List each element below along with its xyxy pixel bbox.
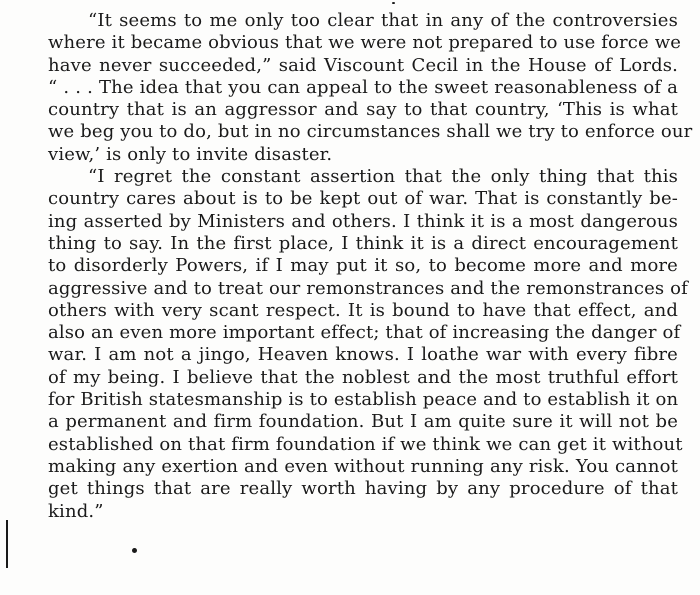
- text-line: kind.”: [48, 500, 104, 522]
- paragraph-cecil-intro: [48, 10, 693, 166]
- text-line: established on that firm foundation if we think we can get it without: [48, 433, 683, 455]
- text-line: country cares about is to be kept out of war. That is constantly be-: [48, 188, 678, 210]
- text-line: a permanent and firm foundation. But I am quite sure it will not be: [48, 411, 678, 433]
- margin-scan-mark: [6, 520, 8, 568]
- text-line: “I regret the constant assertion that the only thing that this: [88, 166, 678, 188]
- text-line: country that is an aggressor and say to that country, ‘This is what: [48, 99, 678, 121]
- text-line: where it became obvious that we were not prepared to use force we: [48, 32, 682, 54]
- text-line: also an even more important effect; that of increasing the danger of: [48, 322, 681, 344]
- ink-speck: [132, 548, 137, 553]
- text-line: for British statesmanship is to establish peace and to establish it on: [48, 389, 679, 411]
- text-line: ing asserted by Ministers and others. I think it is a most dangerous: [48, 210, 678, 232]
- text-line: thing to say. In the first place, I think it is a direct encouragement: [48, 232, 678, 254]
- paragraph-regret-assertion: [48, 166, 688, 523]
- text-line: making any exertion and even without running any risk. You cannot: [48, 455, 678, 477]
- text-line: “It seems to me only too clear that in any of the controversies: [88, 10, 678, 31]
- text-line: have never succeeded,” said Viscount Cecil in the House of Lords.: [48, 54, 678, 76]
- text-line: aggressive and to treat our remonstrances and the remonstrances of: [48, 277, 688, 299]
- text-line: view,’ is only to invite disaster.: [48, 143, 333, 165]
- text-line: to disorderly Powers, if I may put it so, to become more and more: [48, 255, 678, 277]
- quotation-text: [48, 10, 693, 523]
- text-line: war. I am not a jingo, Heaven knows. I loathe war with every fibre: [48, 344, 678, 366]
- text-line: get things that are really worth having by any procedure of that: [48, 478, 678, 500]
- text-line: of my being. I believe that the noblest and the most truthful effort: [48, 366, 678, 388]
- text-line: we beg you to do, but in no circumstances shall we try to enforce our: [48, 121, 693, 143]
- text-line: “ . . . The idea that you can appeal to the sweet reasonableness of a: [48, 76, 678, 98]
- ink-speck: [392, 2, 395, 4]
- text-line: others with very scant respect. It is bound to have that effect, and: [48, 299, 678, 321]
